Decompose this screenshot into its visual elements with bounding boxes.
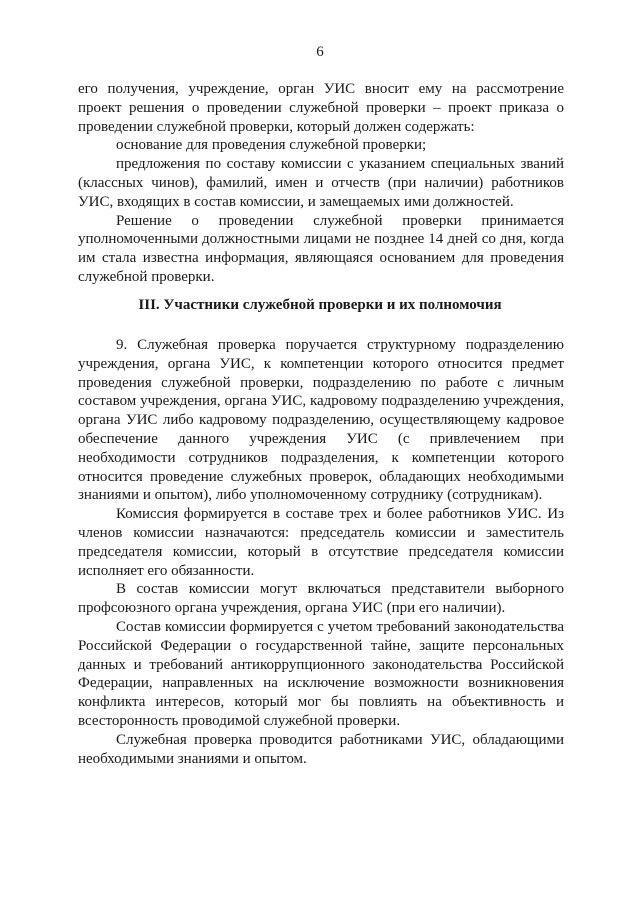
page-number: 6 bbox=[316, 44, 324, 60]
paragraph: Комиссия формируется в составе трех и более работников УИС. Из членов комиссии назначаются: председатель комиссии и заместитель председателя комиссии, который в отсутствие председателя комиссии исполняет его обязанности. bbox=[78, 506, 564, 579]
paragraph: 9. Служебная проверка поручается структурному подразделению учреждения, органа УИС, к компетенции которого относится предмет проведения служебной проверки, подразделению по работе с личным составом учреждения, органа УИС, кадровому подразделению учреждения, органа УИС либо кадровому подразделению, осуществляющему кадровое обеспечение данного учреждения УИС (с привлечением при необходимости сотрудников подразделения, к компетенции которого относится проведение служебных проверок, обладающих необходимыми знаниями и опытом), либо уполномоченному сотруднику (сотрудникам). bbox=[78, 337, 564, 504]
section-heading: III. Участники служебной проверки и их полномочия bbox=[138, 297, 502, 313]
paragraph: предложения по составу комиссии с указанием специальных званий (классных чинов), фамилий, имен и отчеств (при наличии) работников УИС, входящих в состав комиссии, и замещаемых ими должностей. bbox=[78, 156, 564, 210]
paragraph: основание для проведения служебной проверки; bbox=[116, 137, 427, 154]
paragraph: Решение о проведении служебной проверки принимается уполномоченными должностными лицами не позднее 14 дней со дня, когда им стала известна информация, являющаяся основанием для проведения служебной проверки. bbox=[78, 212, 564, 285]
paragraph: В состав комиссии могут включаться представители выборного профсоюзного органа учреждения, органа УИС (при его наличии). bbox=[78, 581, 564, 617]
paragraph: его получения, учреждение, орган УИС вносит ему на рассмотрение проект решения о проведении служебной проверки – проект приказа о проведении служебной проверки, который должен содержать: bbox=[78, 81, 564, 135]
paragraph: Состав комиссии формируется с учетом требований законодательства Российской Федерации о государственной тайне, защите персональных данных и требований антикоррупционного законодательства Российской Федерации, направленных на исключение возможности возникновения конфликта интересов, который мог бы повлиять на объективность и всесторонность проводимой служебной проверки. bbox=[78, 618, 564, 729]
section-body bbox=[78, 336, 564, 768]
paragraph: Служебная проверка проводится работниками УИС, обладающими необходимыми знаниями и опытом. bbox=[78, 731, 564, 767]
intro-block bbox=[78, 80, 564, 287]
